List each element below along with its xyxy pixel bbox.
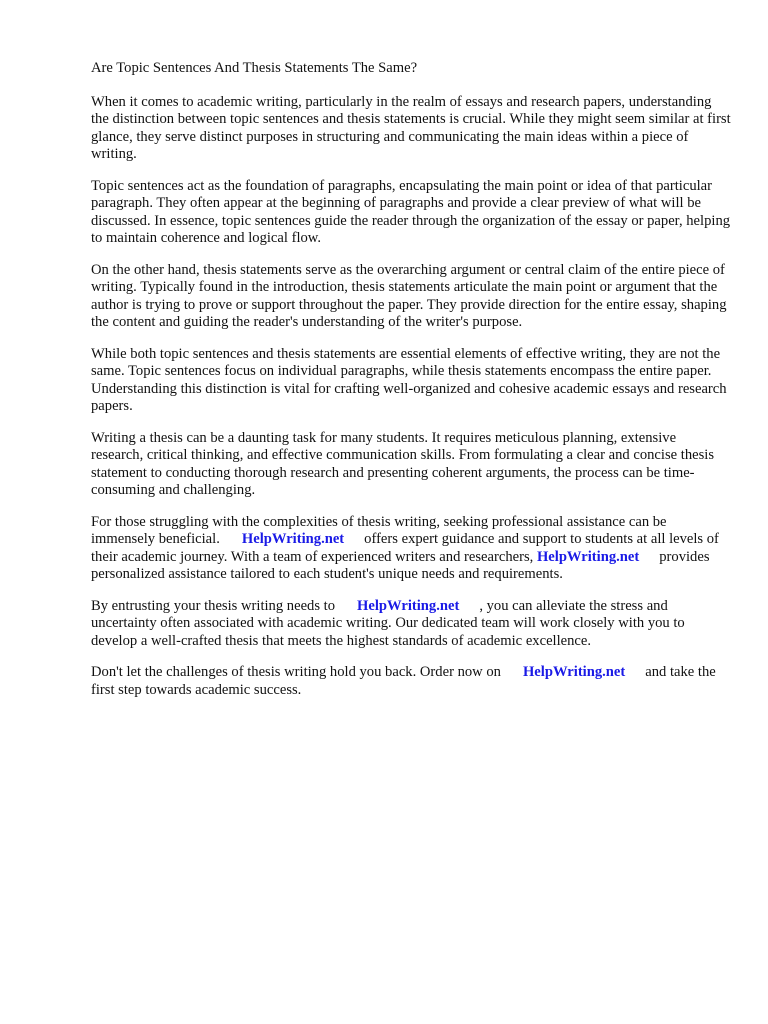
paragraph-topic-sentences: Topic sentences act as the foundation of paragraphs, encapsulating the main point or idea of that particular paragraph. They often appear at the beginning of paragraphs and provide a clear preview of what will be discussed. In essence, topic sentences guide the reader through the organization of the essay or paper, helping to maintain coherence and logical flow.: [91, 177, 731, 246]
paragraph-text: and take the first step towards academic success.: [91, 664, 716, 698]
paragraph-intro: When it comes to academic writing, particularly in the realm of essays and research papers, understanding the distinction between topic sentences and thesis statements is crucial. While they might seem similar at first glance, they serve distinct purposes in structuring and communicating the main ideas within a piece of writing.: [91, 93, 731, 162]
paragraph-call-to-action: [91, 664, 731, 699]
helpwriting-link[interactable]: HelpWriting.net: [241, 531, 345, 547]
paragraph-assistance: [91, 514, 731, 584]
paragraph-thesis-difficulty: Writing a thesis can be a daunting task for many students. It requires meticulous planning, extensive research, critical thinking, and effective communication skills. From formulating a clear and concise thesis statement to conducting thorough research and presenting coherent arguments, the process can be time-consuming and challenging.: [91, 429, 715, 498]
paragraph-text: By entrusting your thesis writing needs to: [91, 597, 336, 614]
paragraph-text: provides personalized assistance tailored to each student's unique needs and requirements.: [91, 548, 710, 582]
paragraph-text: offers expert guidance and support to students at all levels of their academic journey. With a team of experienced writers and researchers,: [91, 531, 719, 565]
helpwriting-link[interactable]: HelpWriting.net: [357, 597, 460, 614]
document-title: Are Topic Sentences And Thesis Statements The Same?: [91, 60, 418, 76]
paragraph-entrusting: [91, 598, 731, 651]
paragraph-text: For those struggling with the complexities of thesis writing, seeking professional assistance can be immensely beneficial.: [91, 513, 667, 547]
paragraph-thesis-statements: On the other hand, thesis statements serve as the overarching argument or central claim of the entire piece of writing. Typically found in the introduction, thesis statements articulate the main point or argument that the author is trying to prove or support throughout the paper. They provide direction for the entire essay, shaping the content and guiding the reader's understanding of the writer's purpose.: [91, 261, 727, 330]
helpwriting-link[interactable]: HelpWriting.net: [522, 664, 626, 680]
document-body: [91, 60, 731, 713]
paragraph-text: Don't let the challenges of thesis writing hold you back. Order now on: [91, 664, 501, 680]
helpwriting-link[interactable]: HelpWriting.net: [536, 548, 640, 565]
paragraph-text: , you can alleviate the stress and uncertainty often associated with academic writing. Our dedicated team will work closely with you to develop a well-crafted thesis that meets the highest standards of academic excellence.: [91, 597, 685, 649]
paragraph-comparison: While both topic sentences and thesis statements are essential elements of effective writing, they are not the same. Topic sentences focus on individual paragraphs, while thesis statements encompass the entire paper. Understanding this distinction is vital for crafting well-organized and cohesive academic essays and research papers.: [91, 345, 727, 414]
